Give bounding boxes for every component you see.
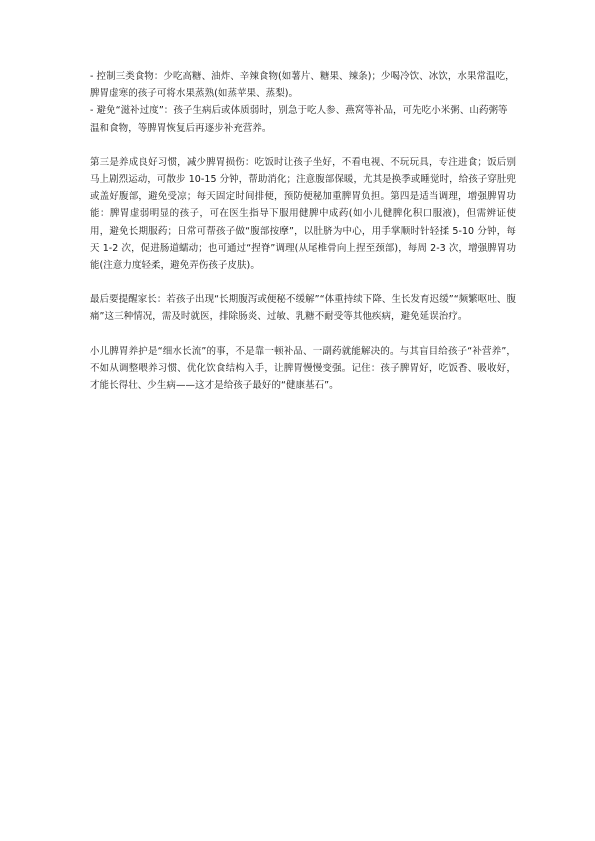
bullet-item-food-control: - 控制三类食物：少吃高糖、油炸、辛辣食物(如薯片、糖果、辣条)；少喝冷饮、冰饮，水果常温吃，脾胃虚寒的孩子可将水果蒸熟(如蒸苹果、蒸梨)。 xyxy=(90,71,515,100)
document-body xyxy=(90,68,516,411)
bullet-item-avoid-overnourish: - 避免“滋补过度”：孩子生病后或体质弱时，别急于吃人参、燕窝等补品，可先吃小米粥、山药粥等温和食物，等脾胃恢复后再逐步补充营养。 xyxy=(90,105,508,134)
paragraph-conclusion: 小儿脾胃养护是“细水长流”的事，不是靠一顿补品、一副药就能解决的。与其盲目给孩子“补营养”，不如从调整喂养习惯、优化饮食结构入手，让脾胃慢慢变强。记住：孩子脾胃好，吃饭香、吸收好，才能长得壮、少生病——这才是给孩子最好的“健康基石”。 xyxy=(90,345,516,392)
paragraph-habits-and-conditioning: 第三是养成良好习惯，减少脾胃损伤：吃饭时让孩子坐好，不看电视、不玩玩具，专注进食；饭后别马上剧烈运动，可散步 10-15 分钟，帮助消化；注意腹部保暖，尤其是换季或睡觉时，给孩子穿肚兜或盖好腹部，避免受凉；每天固定时间排便，预防便秘加重脾胃负担。第四是适当调理，增强脾胃功能：脾胃虚弱明显的孩子，可在医生指导下服用健脾中成药(如小儿健脾化积口服液)，但需辨证使用，避免长期服药；日常可帮孩子做“腹部按摩”，以肚脐为中心，用手掌顺时针轻揉 5-10 分钟，每天 1-2 次，促进肠道蠕动；也可通过“捏脊”调理(从尾椎骨向上捏至颈部)，每周 2-3 次，增强脾胃功能(注意力度轻柔，避免弄伤孩子皮肤)。 xyxy=(90,156,516,272)
paragraph-medical-warning: 最后要提醒家长：若孩子出现“长期腹泻或便秘不缓解”“体重持续下降、生长发育迟缓”“频繁呕吐、腹痛”这三种情况，需及时就医，排除肠炎、过敏、乳糖不耐受等其他疾病，避免延误治疗。 xyxy=(90,294,516,323)
bullet-list xyxy=(90,68,516,137)
